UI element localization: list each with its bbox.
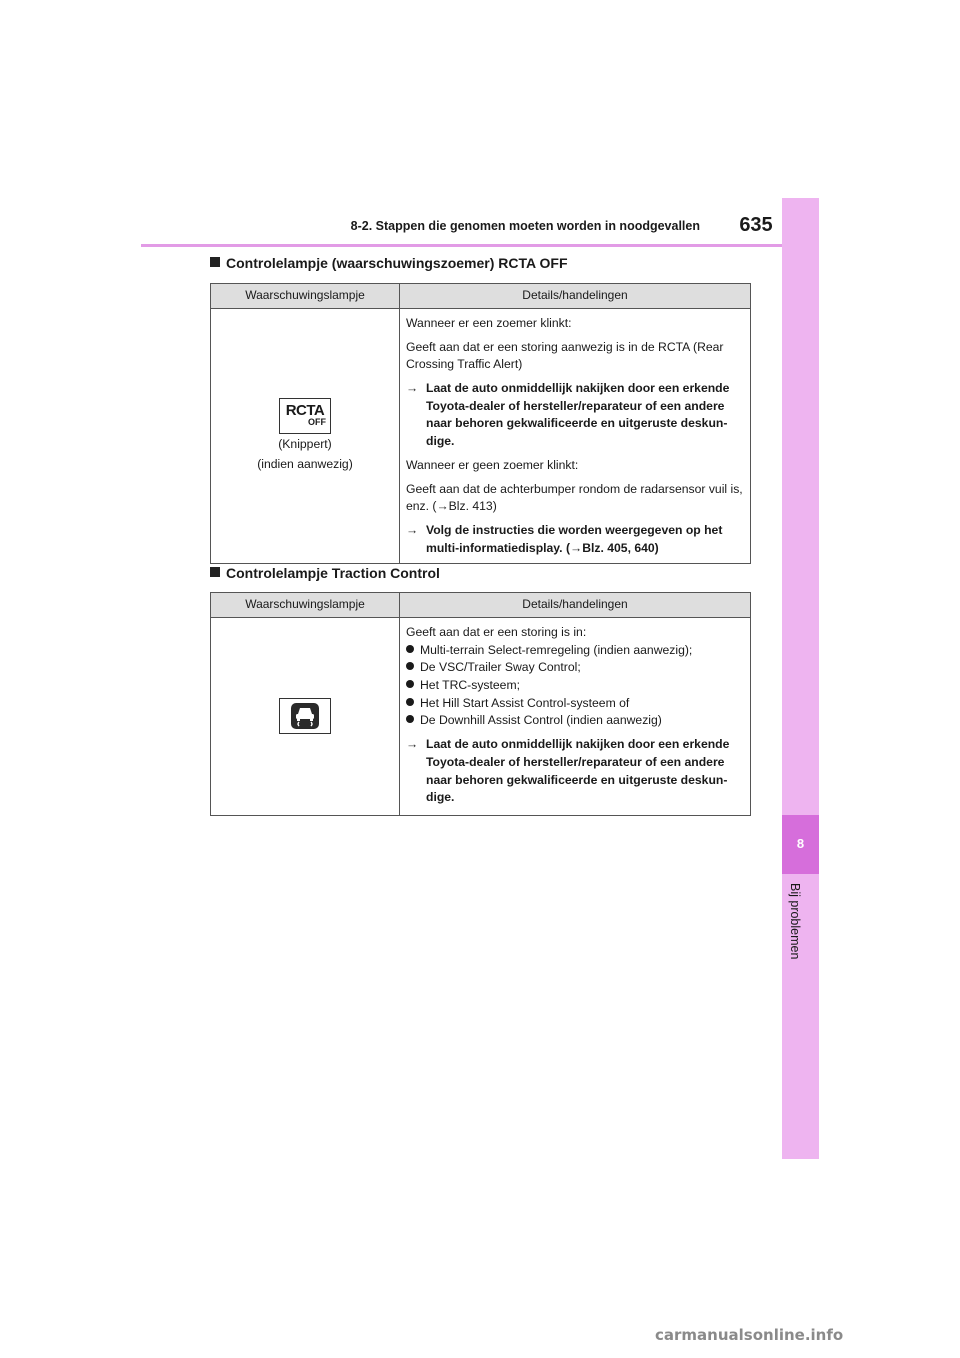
table-header-row <box>211 284 751 309</box>
action-text: Laat de auto onmiddellijk nakijken door een erkende Toyota-dealer of hersteller/reparateur of een andere naar behoren gekwalificeerde en uitgeruste deskun-dige. <box>426 737 730 805</box>
square-bullet-icon <box>210 257 220 267</box>
chapter-number: 8 <box>796 836 805 851</box>
skidding-car-icon <box>291 703 319 729</box>
header-rule <box>141 244 782 247</box>
lamp-caption-blink: (Knippert) <box>278 437 332 452</box>
list-item <box>406 659 744 677</box>
lamp-cell <box>211 309 400 564</box>
details-cell <box>400 618 751 816</box>
list-item-text: Het Hill Start Assist Control-systeem of <box>420 695 630 710</box>
rcta-table <box>210 283 751 564</box>
column-header-lamp: Waarschuwingslampje <box>211 284 400 309</box>
details-cell <box>400 309 751 564</box>
bullet-icon <box>406 715 414 723</box>
column-header-lamp: Waarschuwingslampje <box>211 593 400 618</box>
arrow-right-icon: → <box>406 737 419 752</box>
details-text: Geeft aan dat er een storing aanwezig is in de RCTA (Rear Crossing Traffic Alert) <box>406 339 724 372</box>
list-item <box>406 642 744 660</box>
section-title-text: Controlelampje (waarschuwingszoemer) RCTA OFF <box>226 255 568 271</box>
list-item <box>406 695 744 713</box>
action-text: Volg de instructies die worden weergegeven op het multi-informatiedisplay. (→Blz. 405, 640) <box>426 522 723 555</box>
table-header-row <box>211 593 751 618</box>
bullet-icon <box>406 645 414 653</box>
column-header-details: Details/handelingen <box>400 284 751 309</box>
fault-list <box>406 642 744 730</box>
watermark: carmanualsonline.info <box>655 1326 844 1344</box>
lamp-caption-availability: (indien aanwezig) <box>257 457 353 472</box>
lamp-cell <box>211 618 400 816</box>
chapter-label: Bij problemen <box>788 883 802 960</box>
list-item <box>406 677 744 695</box>
details-text: Geeft aan dat de achterbumper rondom de radarsensor vuil is, enz. (→Blz. 413) <box>406 481 743 514</box>
section-title-rcta <box>210 255 568 271</box>
chapter-side-tab <box>782 198 819 1159</box>
action-instruction <box>406 380 744 451</box>
section-title-traction <box>210 565 440 581</box>
details-text: Wanneer er geen zoemer klinkt: <box>406 457 579 472</box>
section-title-text: Controlelampje Traction Control <box>226 565 440 581</box>
list-item-text: De Downhill Assist Control (indien aanwezig) <box>420 713 662 728</box>
arrow-right-icon: → <box>406 522 419 537</box>
list-item-text: Het TRC-systeem; <box>420 678 520 693</box>
running-header: 8-2. Stappen die genomen moeten worden in noodgevallen <box>350 219 700 233</box>
list-item-text: Multi-terrain Select-remregeling (indien aanwezig); <box>420 642 693 657</box>
bullet-icon <box>406 698 414 706</box>
page-number: 635 <box>739 214 773 236</box>
table-row <box>211 309 751 564</box>
list-item <box>406 712 744 730</box>
bullet-icon <box>406 680 414 688</box>
traction-control-icon <box>279 698 331 734</box>
rcta-off-icon <box>279 398 331 434</box>
action-instruction <box>406 522 744 557</box>
table-row <box>211 618 751 816</box>
list-item-text: De VSC/Trailer Sway Control; <box>420 660 581 675</box>
bullet-icon <box>406 662 414 670</box>
square-bullet-icon <box>210 567 220 577</box>
rcta-icon-text: RCTA <box>285 402 325 420</box>
column-header-details: Details/handelingen <box>400 593 751 618</box>
details-text: Wanneer er een zoemer klinkt: <box>406 316 572 330</box>
action-text: Laat de auto onmiddellijk nakijken door een erkende Toyota-dealer of hersteller/reparateur of een andere naar behoren gekwalificeerde en uitgeruste deskun-dige. <box>426 381 730 449</box>
arrow-right-icon: → <box>406 381 419 396</box>
rcta-icon-subtext: OFF <box>308 417 326 428</box>
details-text: Geeft aan dat er een storing is in: <box>406 625 587 639</box>
traction-table <box>210 592 751 816</box>
action-instruction <box>406 736 744 807</box>
